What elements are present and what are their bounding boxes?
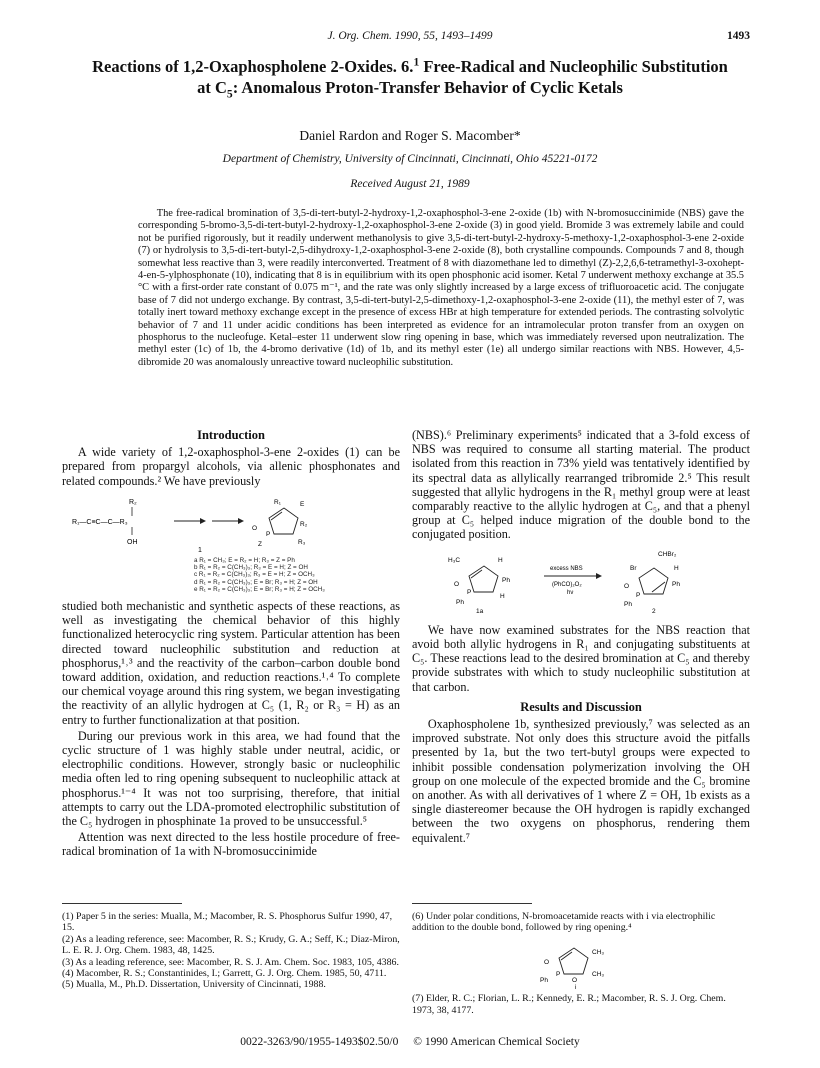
legend-e: e R₁ = R₂ = C(CH₃)₃; E = Br; R₃ = H; Z = OCH₃ bbox=[194, 585, 325, 593]
legend-b: b R₁ = R₂ = C(CH₃)₃; R₃ = E = H; Z = OH bbox=[194, 564, 308, 572]
right-paragraph-1: (NBS).⁶ Preliminary experiments⁵ indicated that a 3-fold excess of NBS was required to consume all starting material. The product isolated from this reaction in 73% yield was tentatively identified by its spectral data as allylically rearranged tribromide 2.⁵ This result suggested that allylic hydrogens in the R₁ methyl group were at least comparably reactive to the allylic hydrogen at C₅, and that a phenyl group at C₅ helped induce migration of the double bond to the conjugated position. bbox=[412, 428, 750, 542]
s2-ph-2: Ph bbox=[502, 576, 510, 584]
intro-paragraph-1: A wide variety of 1,2-oxaphosphol-3-ene 2-oxides (1) can be prepared from propargyl alcohols, via allenic phosphonates and related compounds.² We have previously bbox=[62, 445, 400, 488]
s1-ring-e: E bbox=[300, 500, 305, 508]
footer-copyright: © 1990 American Chemical Society bbox=[413, 1036, 580, 1048]
s2-o-1: O bbox=[454, 580, 460, 588]
fi-p: P bbox=[556, 970, 561, 978]
footnote-structure-i bbox=[412, 934, 750, 990]
paper-title bbox=[90, 56, 730, 101]
s1-arrow-2-head bbox=[238, 518, 244, 524]
s2-label-2: 2 bbox=[652, 607, 656, 614]
s2-ph-3: Ph bbox=[624, 600, 632, 608]
s2-reagent: excess NBS bbox=[550, 565, 583, 572]
s2-ring-2 bbox=[639, 568, 668, 594]
left-column bbox=[62, 428, 400, 861]
s1-ring-r2: R₂ bbox=[300, 520, 308, 528]
scheme-1-legend bbox=[194, 557, 400, 593]
s2-ph-1: Ph bbox=[456, 598, 464, 606]
intro-paragraph-3: During our previous work in this area, we had found that the cyclic structure of 1 was highly stable under neutral, acidic, or electrophilic conditions. However, strongly basic or nucleophilic media often led to ring opening subsequent to nucleophilic attack at phosphorus.¹⁻⁴ It was not too surprising, therefore, that initial attempts to carry out the LDA-promoted electrophilic substitution of the C₅ hydrogen in phosphinate 1a proved to be unsuccessful.⁵ bbox=[62, 728, 400, 829]
fi-ch3-a: CH₃ bbox=[592, 948, 605, 956]
journal-citation bbox=[70, 30, 750, 42]
title-part-1: Reactions of 1,2-Oxaphospholene 2-Oxides. 6. bbox=[92, 57, 414, 76]
s2-arrow-head bbox=[596, 573, 602, 579]
fi-ch3-b: CH₃ bbox=[592, 970, 605, 978]
running-header bbox=[70, 30, 750, 46]
footnotes-right bbox=[412, 911, 750, 1016]
footnote-3: (3) As a leading reference, see: Macomber, R. S. J. Am. Chem. Soc. 1983, 105, 4386. bbox=[62, 956, 399, 968]
fi-o-exo: O bbox=[544, 958, 550, 966]
page-footer bbox=[0, 1036, 820, 1048]
s1-ring-r1: R₁ bbox=[274, 498, 281, 506]
scheme-1 bbox=[62, 494, 400, 593]
s1-oh: OH bbox=[127, 538, 138, 546]
results-heading: Results and Discussion bbox=[520, 699, 642, 714]
year-volume: 1990, 55, 1493–1499 bbox=[394, 30, 493, 42]
page-number: 1493 bbox=[727, 30, 750, 42]
s1-ring-r3: R₃ bbox=[298, 538, 306, 546]
scheme-2 bbox=[412, 548, 750, 617]
s2-chbr2: CHBr₂ bbox=[658, 550, 677, 558]
s1-compound-label: 1 bbox=[198, 546, 202, 554]
title-sub: 5 bbox=[226, 88, 233, 101]
s2-cond-1: (PhCO)₂O₂ bbox=[552, 581, 582, 588]
s2-ring-2-dbl bbox=[652, 582, 665, 592]
s1-ring-p: P bbox=[266, 530, 271, 538]
s1-arrow-1-head bbox=[200, 518, 206, 524]
s2-o-2: O bbox=[624, 582, 630, 590]
footnote-2: (2) As a leading reference, see: Macomber, R. S.; Krudy, G. A.; Seff, K.; Diaz-Miron, L. E. R. J. Org. Chem. 1983, 48, 1425. bbox=[62, 933, 400, 957]
s2-h3c: H₃C bbox=[448, 556, 461, 564]
right-paragraph-2: We have now examined substrates for the NBS reaction that avoid both allylic hydrogens in R₁ and conjugating substituents at C₅. These reactions lead to the desired bromination at C₅ and thereby provide substrates with which to study nucleophilic substitution at that carbon. bbox=[412, 622, 750, 694]
s2-ring-1 bbox=[469, 566, 498, 592]
right-paragraph-3: Oxaphospholene 1b, synthesized previously,⁷ was selected as an improved substrate. Not only does this structure avoid the pitfalls presented by 1a, but the two tert-butyl groups were expected to inhibit possible condensation polymerization involving the OH group on one molecule of the expected bromide and the C₅ bromine on another. As with all derivatives of 1 where Z = OH, 1b exists as a single diastereomer because the OH hydrogen is rapidly exchanged between the two oxygens on phosphorus, rendering them equivalent.⁷ bbox=[412, 717, 750, 845]
fi-label: i bbox=[575, 983, 577, 990]
s1-r2: R₂ bbox=[129, 498, 137, 506]
affiliation: Department of Chemistry, University of Cincinnati, Cincinnati, Ohio 45221-0172 bbox=[222, 153, 598, 165]
s2-h-3: H bbox=[674, 564, 679, 572]
fi-o-ring: O bbox=[572, 976, 578, 984]
intro-paragraph-2: studied both mechanistic and synthetic aspects of these reactions, as well as investigating the chemical behavior of this highly functionalized heterocyclic ring system. Particular attention has been directed toward nucleophilic substitution and reduction at phosphorus,¹˒³ and the reactivity of the carbon–carbon double bond toward addition, oxidation, and reduction reactions.¹˒⁴ To complete our chemical voyage around this ring system, we began investigating the reactivity of an allylic hydrogen at C₅ (1, R₂ or R₃ = H) as an entry to further functionalization at that position. bbox=[62, 599, 400, 727]
s2-ph-4: Ph bbox=[672, 580, 680, 588]
received-date: Received August 21, 1989 bbox=[350, 178, 470, 190]
s2-p-2: P bbox=[636, 591, 641, 599]
footnote-7: (7) Elder, R. C.; Florian, L. R.; Kennedy, E. R.; Macomber, R. S. J. Org. Chem. 1973, 38, 4177. bbox=[412, 993, 726, 1016]
s2-cond-2: hν bbox=[567, 589, 574, 596]
introduction-heading: Introduction bbox=[197, 428, 265, 442]
legend-d: d R₁ = R₂ = C(CH₃)₃; E = Br; R₃ = H; Z = OH bbox=[194, 578, 318, 586]
title-part-2: Free-Radical and Nucleophilic Substitution at C bbox=[197, 57, 728, 97]
footnote-6: (6) Under polar conditions, N-bromoacetamide reacts with i via electrophilic addition to the double bond, followed by ring opening.⁴ bbox=[412, 911, 716, 934]
footnote-rule-right bbox=[412, 903, 532, 904]
intro-paragraph-4: Attention was next directed to the less hostile procedure of free-radical bromination of 1a with N-bromosuccinimide bbox=[62, 830, 400, 859]
s1-ring-z: Z bbox=[258, 540, 262, 548]
fi-ring bbox=[559, 948, 588, 974]
right-column bbox=[412, 428, 750, 847]
s2-p-1: P bbox=[467, 588, 472, 596]
s1-ring bbox=[269, 508, 298, 534]
scheme-2-drawing bbox=[412, 548, 750, 614]
title-ref: 1 bbox=[413, 56, 420, 69]
footnote-1: (1) Paper 5 in the series: Mualla, M.; Macomber, R. S. Phosphorus Sulfur 1990, 47, 15. bbox=[62, 911, 393, 934]
legend-a: a R₁ = CH₃; E = R₂ = H; R₃ = Z = Ph bbox=[194, 557, 295, 565]
s2-label-1a: 1a bbox=[476, 607, 484, 614]
fi-ph: Ph bbox=[540, 976, 548, 984]
footnote-4: (4) Macomber, R. S.; Constantinides, I.; Garrett, G. J. Org. Chem. 1985, 50, 4711. bbox=[62, 968, 387, 980]
footer-code: 0022-3263/90/1955-1493$02.50/0 bbox=[240, 1036, 399, 1048]
authors: Daniel Rardon and Roger S. Macomber* bbox=[299, 128, 521, 143]
scheme-1-drawing bbox=[62, 494, 400, 554]
s1-ring-o-exo: O bbox=[252, 524, 258, 532]
s1-chain: R₁—C≡C—C—R₃ bbox=[72, 518, 128, 526]
footnote-5: (5) Mualla, M., Ph.D. Dissertation, University of Cincinnati, 1988. bbox=[62, 979, 326, 991]
journal-name: J. Org. Chem. bbox=[327, 30, 392, 42]
footnotes-left bbox=[62, 911, 400, 991]
s2-br: Br bbox=[630, 564, 637, 572]
s2-h-1: H bbox=[498, 556, 503, 564]
title-part-3: : Anomalous Proton-Transfer Behavior of Cyclic Ketals bbox=[232, 78, 623, 97]
abstract: The free-radical bromination of 3,5-di-tert-butyl-2-hydroxy-1,2-oxaphosphol-3-ene 2-oxide (1b) with N-bromosuccinimide (NBS) gave the corresponding 5-bromo-3,5-di-tert-butyl-2-hydroxy-1,2-oxaphosphol-3-ene 2-oxide (3) in good yield. Bromide 3 was extremely labile and could not be purified rigorously, but it readily underwent methanolysis to give 3,5-di-tert-butyl-2-hydroxy-5-methoxy-1,2-oxaphosphol-3-ene 2-oxide (7) or hydrolysis to 3,5-di-tert-butyl-2,5-dihydroxy-1,2-oxaphosphol-3-ene 2-oxide (8), both crystalline compounds. Compounds 7 and 8, though somewhat less reactive than 3, were readily interconverted. Treatment of 8 with diazomethane led to dimethyl (Z)-2,2,6,6-tetramethyl-3-oxohept-4-en-5-ylphosphonate (10), indicating that 8 is in equilibrium with its open phosphonic acid isomer. Ketal 7 underwent methoxy exchange at 35.5 °C with a first-order rate constant of 0.075 m⁻¹, and the rate was only slightly increased by a large excess of trifluoroacetic acid. The conjugate base of 7 did not undergo exchange. By contrast, 3,5-di-tert-butyl-2,5-dimethoxy-1,2-oxaphosphol-3-ene 2-oxide (11), the methyl ester of 7, was totally inert toward methoxy exchange except in the presence of excess HBr at high temperature for extended periods. The contrasting solvolytic behavior of 7 and 11 under acidic conditions has been interpreted as evidence for an intramolecular proton transfer from an oxygen on phosphorus to the nucleofuge. Ketal–ester 11 underwent slow ring opening in base, which was immediately reversed upon neutralization. The methyl ester (1c) of 1b, the 4-bromo derivative (1d) of 1b, and its methyl ester (1e) all undergo similar reactions with NBS. However, 4,5-dibromide 20 was anomalously unreactive toward nucleophilic substitution. bbox=[138, 208, 744, 368]
s2-h-2: H bbox=[500, 592, 505, 600]
footnote-rule-left bbox=[62, 903, 182, 904]
legend-c: c R₁ = R₂ = C(CH₃)₃; R₃ = E = H; Z = OCH₃ bbox=[194, 571, 315, 579]
